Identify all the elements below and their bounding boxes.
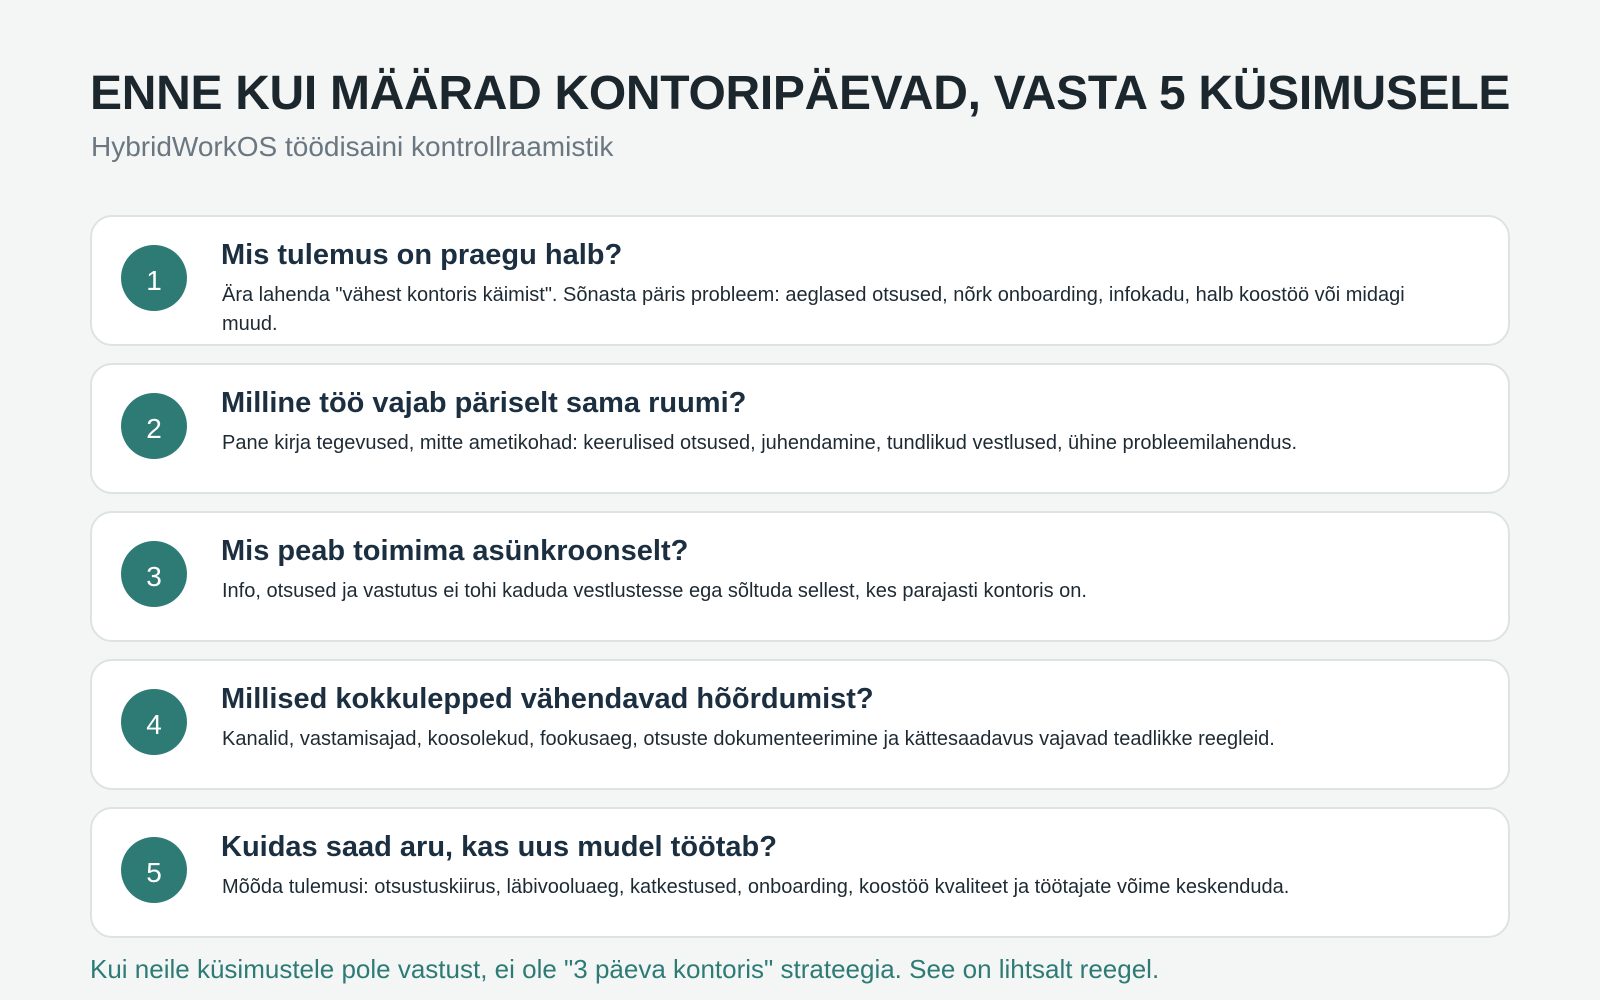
question-number-badge: 2: [121, 393, 187, 459]
question-number-badge: 5: [121, 837, 187, 903]
question-heading: Mis peab toimima asünkroonselt?: [221, 535, 689, 567]
question-description: Pane kirja tegevused, mitte ametikohad: keerulised otsused, juhendamine, tundlikud vestlused, ühine probleemilahendus.: [222, 432, 1298, 454]
page-subtitle: HybridWorkOS töödisaini kontrollraamistik: [91, 131, 614, 162]
question-number-badge: 3: [121, 541, 187, 607]
page-title: ENNE KUI MÄÄRAD KONTORIPÄEVAD, VASTA 5 KÜSIMUSELE: [90, 67, 1511, 120]
question-list: [90, 215, 1510, 938]
question-number-badge: 4: [121, 689, 187, 755]
question-heading: Kuidas saad aru, kas uus mudel töötab?: [221, 831, 777, 863]
closing-note: Kui neile küsimustele pole vastust, ei ole "3 päeva kontoris" strateegia. See on lihtsalt reegel.: [90, 954, 1160, 984]
question-heading: Mis tulemus on praegu halb?: [221, 239, 623, 271]
question-card-5: [90, 807, 1510, 938]
question-card-2: [90, 363, 1510, 494]
question-description: Info, otsused ja vastutus ei tohi kaduda vestlustesse ega sõltuda sellest, kes parajasti kontoris on.: [222, 580, 1087, 602]
question-card-4: [90, 659, 1510, 790]
question-card-3: [90, 511, 1510, 642]
question-description: Kanalid, vastamisajad, koosolekud, fookusaeg, otsuste dokumenteerimine ja kättesaadavus vajavad teadlikke reegleid.: [222, 728, 1275, 750]
question-description: Ära lahenda "vähest kontoris käimist". Sõnasta päris probleem: aeglased otsused, nõrk onboarding, infokadu, halb koostöö või midagi muud.: [222, 284, 1405, 335]
question-heading: Millised kokkulepped vähendavad hõõrdumist?: [221, 683, 874, 715]
question-heading: Milline töö vajab päriselt sama ruumi?: [221, 387, 747, 419]
question-description: Mõõda tulemusi: otsustuskiirus, läbivooluaeg, katkestused, onboarding, koostöö kvaliteet ja töötajate võime keskenduda.: [222, 876, 1290, 898]
question-card-1: [90, 215, 1510, 346]
question-number-badge: 1: [121, 245, 187, 311]
